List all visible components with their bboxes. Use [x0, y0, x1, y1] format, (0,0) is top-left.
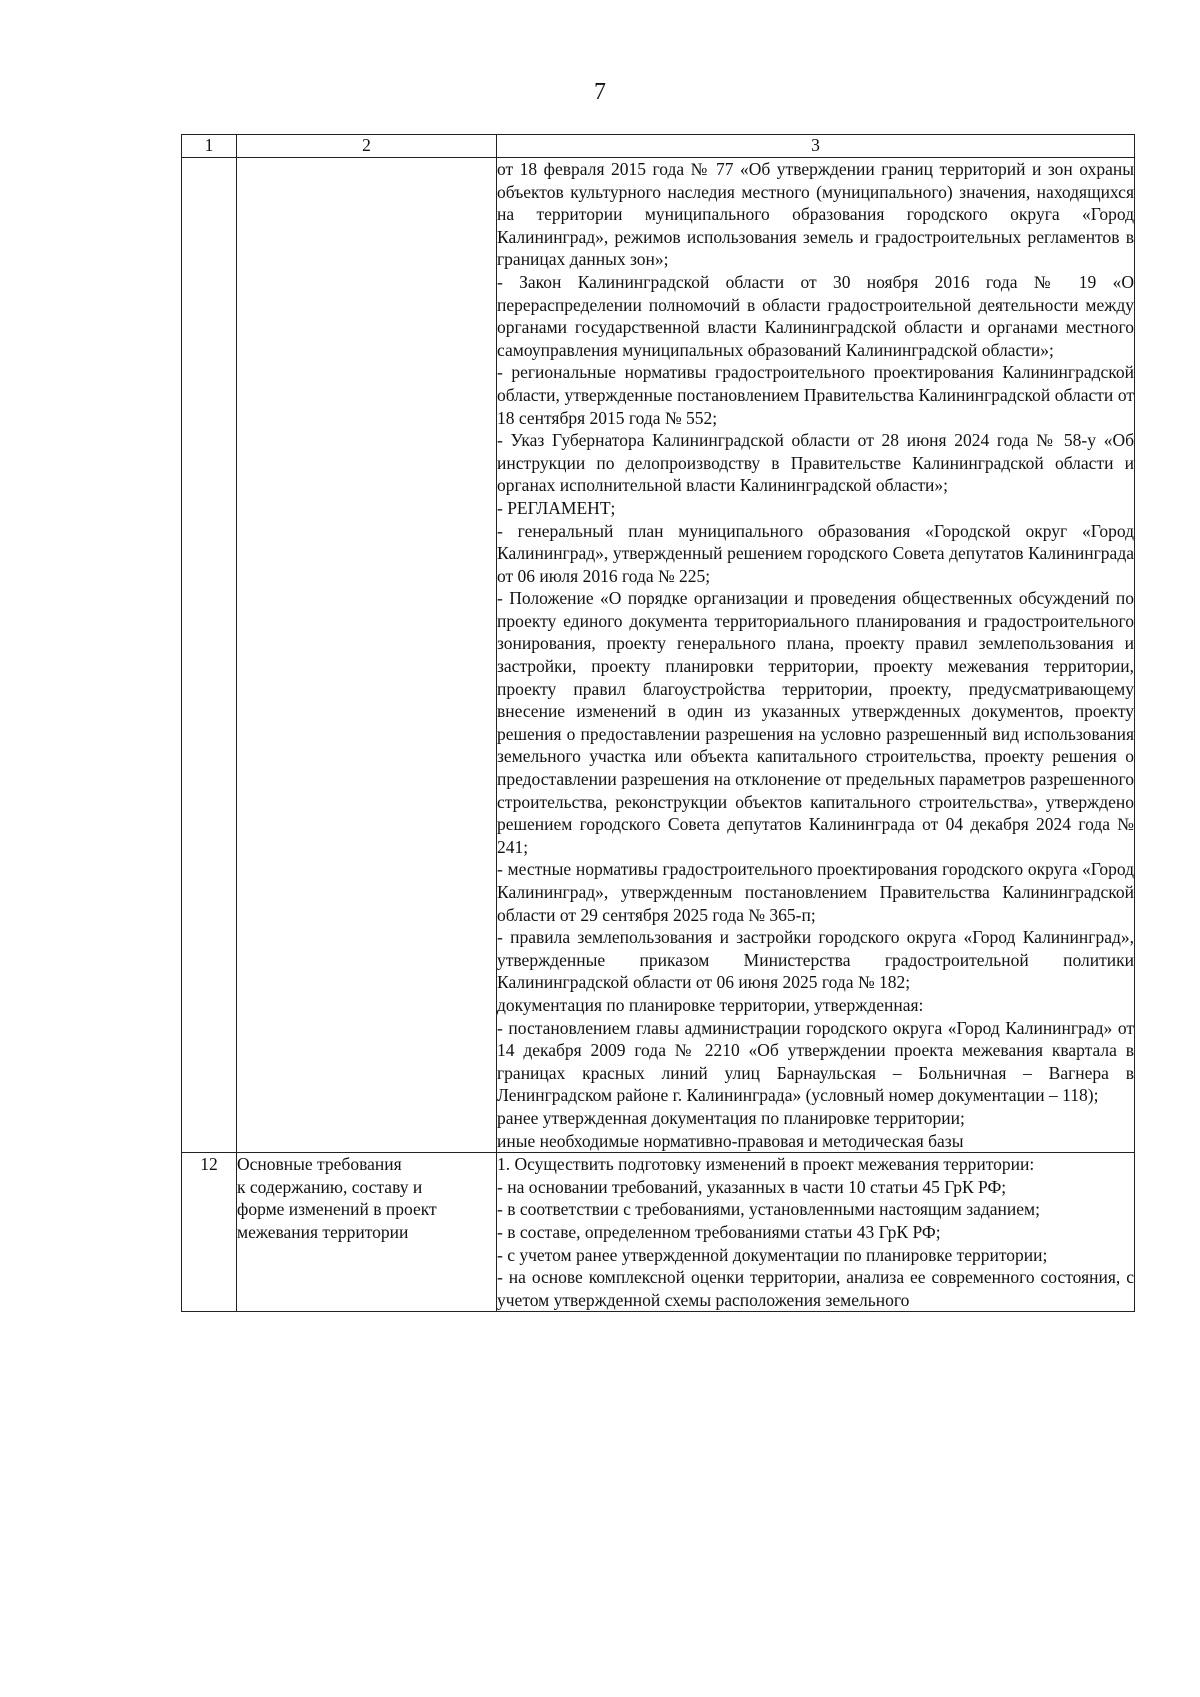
- row-name-cell: [237, 1153, 497, 1312]
- content-paragraph: - РЕГЛАМЕНТ;: [497, 497, 616, 518]
- table-row: [182, 158, 1135, 1153]
- column-header-name: 2: [237, 135, 497, 158]
- content-paragraph: - в соответствии с требованиями, установленными настоящим заданием;: [497, 1199, 1040, 1220]
- content-paragraph: документация по планировке территории, утвержденная:: [497, 994, 924, 1015]
- row-content-cell: [497, 158, 1135, 1153]
- content-paragraph: - местные нормативы градостроительного проектирования городского округа «Город Калининград», утвержденным постановлением Правительства Калининградской области от 29 сентября 2025 года № 365-п;: [497, 859, 1134, 925]
- content-paragraph: - генеральный план муниципального образования «Городской округ «Город Калининград», утвержденный решением городского Совета депутатов Калининграда от 06 июля 2016 года № 225;: [497, 520, 1134, 586]
- content-paragraph: от 18 февраля 2015 года № 77 «Об утверждении границ территорий и зон охраны объектов культурного наследия местного (муниципального) значения, находящихся на территории муниципального образования городского округа «Город Калининград», режимов использования земель и градостроительных регламентов в границах данных зон»;: [497, 159, 1134, 270]
- column-header-number: 1: [182, 135, 237, 158]
- content-paragraph: - на основе комплексной оценки территории, анализа ее современного состояния, с учетом утвержденной схемы расположения земельного: [497, 1267, 1134, 1310]
- content-paragraph: - Закон Калининградской области от 30 ноября 2016 года № 19 «О перераспределении полномочий в области градостроительной деятельности между органами государственной власти Калининградской области и органами местного самоуправления муниципальных образований Калининградской области»;: [497, 271, 1134, 360]
- row-name-line: Основные требования: [237, 1154, 402, 1175]
- content-paragraph: - правила землепользования и застройки городского округа «Город Калининград», утвержденные приказом Министерства градостроительной политики Калининградской области от 06 июня 2025 года № 182;: [497, 927, 1134, 993]
- column-header-content: 3: [497, 135, 1135, 158]
- row-name-line: к содержанию, составу и: [237, 1176, 423, 1197]
- table-header-row: [182, 135, 1135, 158]
- content-paragraph: - на основании требований, указанных в части 10 статьи 45 ГрК РФ;: [497, 1176, 1007, 1197]
- content-paragraph: 1. Осуществить подготовку изменений в проект межевания территории:: [497, 1154, 1035, 1175]
- content-paragraph: - Указ Губернатора Калининградской области от 28 июня 2024 года № 58-у «Об инструкции по делопроизводству в Правительстве Калининградской области и органах исполнительной власти Калининградской области»;: [497, 430, 1134, 496]
- row-name-line: межевания территории: [237, 1221, 409, 1242]
- content-paragraph: - постановлением главы администрации городского округа «Город Калининград» от 14 декабря 2009 года № 2210 «Об утверждении проекта межевания квартала в границах красных линий улиц Барнаульская – Больничная – Вагнера в Ленинградском районе г. Калининграда» (условный номер документации – 118);: [497, 1017, 1134, 1106]
- content-paragraph: - с учетом ранее утвержденной документации по планировке территории;: [497, 1244, 1048, 1265]
- content-paragraph: ранее утвержденная документация по планировке территории;: [497, 1107, 965, 1128]
- row-name-cell: [237, 158, 497, 1153]
- row-content-cell: [497, 1153, 1135, 1312]
- row-number: [182, 158, 237, 1153]
- page-number: 7: [594, 79, 606, 105]
- content-paragraph: - в составе, определенном требованиями статьи 43 ГрК РФ;: [497, 1221, 941, 1242]
- table-body: [182, 158, 1135, 1312]
- content-paragraph: - региональные нормативы градостроительного проектирования Калининградской области, утвержденные постановлением Правительства Калининградской области от 18 сентября 2015 года № 552;: [497, 362, 1134, 428]
- table-row: [182, 1153, 1135, 1312]
- content-paragraph: иные необходимые нормативно-правовая и методическая базы: [497, 1130, 964, 1151]
- row-number: 12: [182, 1153, 237, 1312]
- row-name-line: форме изменений в проект: [237, 1199, 437, 1220]
- requirements-table: [181, 134, 1135, 1312]
- content-paragraph: - Положение «О порядке организации и проведения общественных обсуждений по проекту единого документа территориального планирования и градостроительного зонирования, проекту генерального плана, проекту правил землепользования и застройки, проекту планировки территории, проекту межевания территории, проекту правил благоустройства территории, проекту, предусматривающему внесение изменений в один из указанных утвержденных документов, проекту решения о предоставлении разрешения на условно разрешенный вид использования земельного участка или объекта капитального строительства, проекту решения о предоставлении разрешения на отклонение от предельных параметров разрешенного строительства, реконструкции объектов капитального строительства», утверждено решением городского Совета депутатов Калининграда от 04 декабря 2024 года № 241;: [497, 588, 1134, 857]
